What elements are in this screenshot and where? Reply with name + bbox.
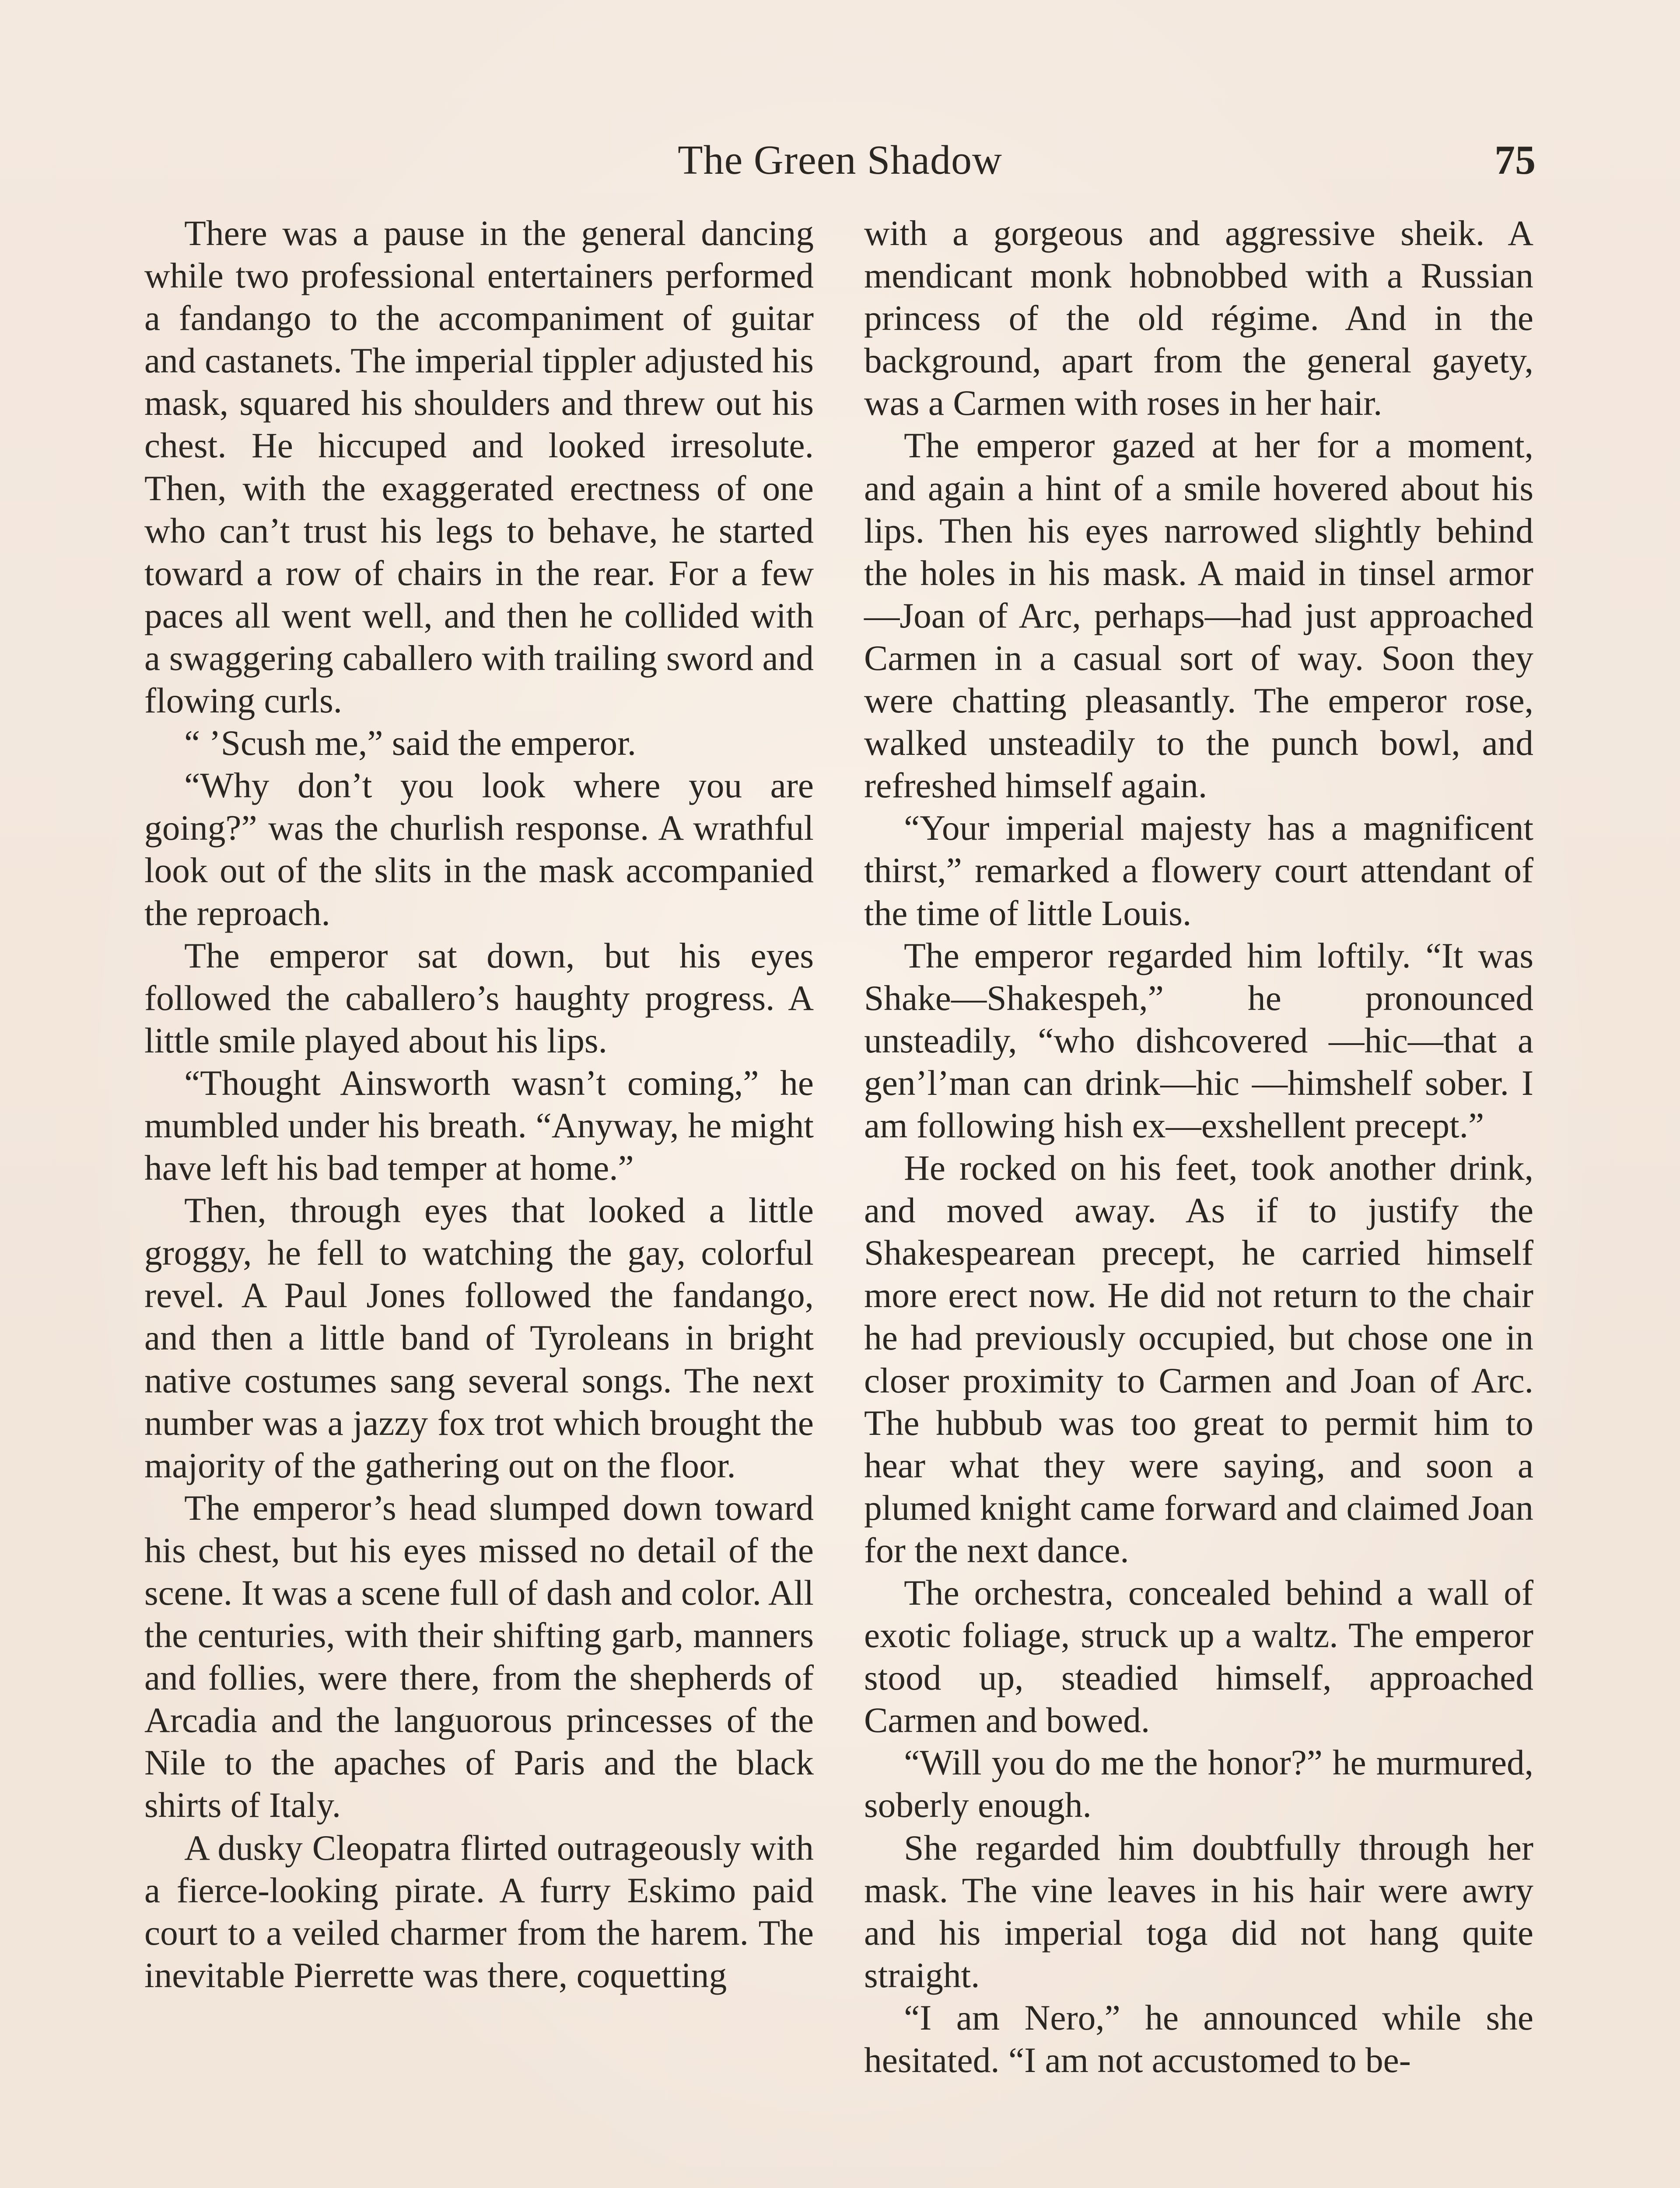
text-column-right xyxy=(864,212,1533,2081)
running-title: The Green Shadow xyxy=(678,137,1002,183)
paragraph: “ ’Scush me,” said the emperor. xyxy=(184,723,637,763)
paragraph: The orchestra, concealed behind a wall of exotic foliage, struck up a waltz. The emperor stood up, steadied himself, approached Carmen and bowed. xyxy=(864,1573,1533,1740)
page-number: 75 xyxy=(1494,137,1536,183)
paragraph: A dusky Cleopatra flirted outrageously with a fierce-looking pirate. A furry Eskimo paid court to a veiled charmer from the harem. The inevitable Pierrette was there, coquetting xyxy=(144,1827,814,1995)
paragraph: “I am Nero,” he announced while she hesitated. “I am not accustomed to be- xyxy=(864,1997,1533,2080)
paragraph: She regarded him doubtfully through her mask. The vine leaves in his hair were awry and his imperial toga did not hang quite straight. xyxy=(864,1827,1533,1995)
paragraph: There was a pause in the general dancing while two professional entertainers performed a fandango to the accompaniment of guitar and castanets. The imperial tippler adjusted his mask, squared his shoulders and threw out his chest. He hiccuped and looked irresolute. Then, with the exaggerated erectness of one who can’t trust his legs to behave, he started toward a row of chairs in the rear. For a few paces all went well, and then he collided with a swaggering caballero with trailing sword and flowing curls. xyxy=(144,213,814,721)
paragraph: He rocked on his feet, took another drink, and moved away. As if to justify the Shakespearean precept, he carried himself more erect now. He did not return to the chair he had previously occupied, but chose one in closer proximity to Carmen and Joan of Arc. The hubbub was too great to permit him to hear what they were saying, and soon a plumed knight came forward and claimed Joan for the next dance. xyxy=(864,1148,1533,1570)
text-column-left xyxy=(144,212,814,1996)
paragraph-continued: with a gorgeous and aggressive sheik. A mendicant monk hobnobbed with a Russian princess of the old régime. And in the background, apart from the general gayety, was a Carmen with roses in her hair. xyxy=(864,213,1533,423)
paragraph: The emperor sat down, but his eyes followed the caballero’s haughty progress. A little smile played about his lips. xyxy=(144,935,814,1060)
paragraph: The emperor regarded him loftily. “It was Shake—Shakespeh,” he pronounced unsteadily, “who dishcovered —hic—that a gen’l’man can drink—hic —himshelf sober. I am following hish ex—exshellent precept.” xyxy=(864,935,1533,1145)
paragraph: The emperor’s head slumped down toward his chest, but his eyes missed no detail of the scene. It was a scene full of dash and color. All the centuries, with their shifting garb, manners and follies, were there, from the shepherds of Arcadia and the languorous princesses of the Nile to the apaches of Paris and the black shirts of Italy. xyxy=(144,1487,814,1825)
page-header xyxy=(144,130,1536,191)
paragraph: “Why don’t you look where you are going?” was the churlish response. A wrathful look out of the slits in the mask accompanied the reproach. xyxy=(144,765,814,933)
paragraph: “Your imperial majesty has a magnificent thirst,” remarked a flowery court attendant of the time of little Louis. xyxy=(864,808,1533,933)
paragraph: “Thought Ainsworth wasn’t coming,” he mumbled under his breath. “Anyway, he might have left his bad temper at home.” xyxy=(144,1062,814,1188)
paragraph: “Will you do me the honor?” he murmured, soberly enough. xyxy=(864,1743,1533,1825)
paragraph: Then, through eyes that looked a little groggy, he fell to watching the gay, colorful revel. A Paul Jones followed the fandango, and then a little band of Tyroleans in bright native costumes sang several songs. The next number was a jazzy fox trot which brought the majority of the gathering out on the floor. xyxy=(144,1190,814,1485)
paragraph: The emperor gazed at her for a moment, and again a hint of a smile hovered about his lips. Then his eyes narrowed slightly behind the holes in his mask. A maid in tinsel armor—Joan of Arc, perhaps—had just approached Carmen in a casual sort of way. Soon they were chatting pleasantly. The emperor rose, walked unsteadily to the punch bowl, and refreshed himself again. xyxy=(864,425,1533,806)
